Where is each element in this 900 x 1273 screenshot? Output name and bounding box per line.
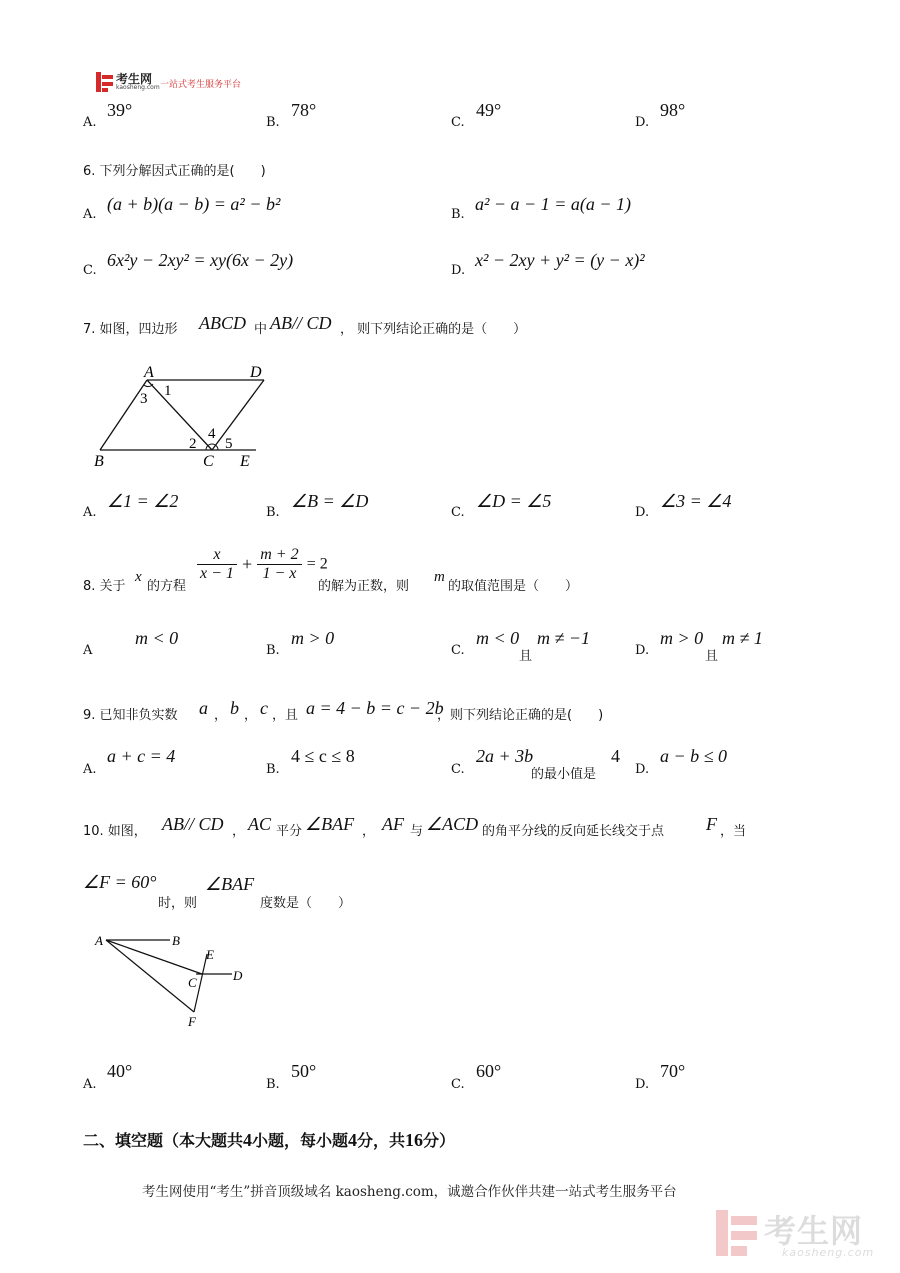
q9-option-d-text: a − b ≤ 0 (660, 746, 728, 766)
q8-option-a-label: A (83, 643, 93, 658)
q5-option-a-text: 39° (107, 100, 133, 120)
q8-equation (197, 546, 328, 583)
fig7-angle-5: 5 (225, 436, 233, 452)
q9-option-c-extra: 的最小值是 (531, 767, 597, 782)
q9-prefix: 9. 已知非负实数 (83, 708, 178, 723)
q10-c1: ， (232, 824, 246, 839)
q10-point-f: F (706, 814, 717, 834)
q7-option-b-label: B. (266, 505, 280, 520)
q10-figure (92, 928, 262, 1033)
fig7-label-a: A (144, 364, 154, 381)
fig10-label-f: F (188, 1014, 196, 1029)
section-2-t4: 分） (423, 1131, 456, 1150)
fig7-label-d: D (250, 364, 262, 381)
q10-c3: ， (362, 824, 376, 839)
q10-with: 与 (410, 824, 424, 839)
q10-tail: 度数是（ ） (260, 896, 352, 911)
q9-option-a-text: a + c = 4 (107, 746, 176, 766)
watermark (716, 1208, 886, 1263)
q10-ac: AC (248, 814, 272, 834)
q5-option-d-label: D. (635, 115, 650, 130)
section-2-t2: 小题，每小题 (252, 1131, 349, 1150)
q8-tail-1: 的解为正数，则 (318, 579, 410, 594)
q10-angle-acd: ∠ACD (426, 814, 479, 834)
q10-then: 时，则 (158, 896, 198, 911)
q8-mid: 的方程 (147, 579, 187, 594)
line-ac (147, 380, 212, 450)
q7-option-a-text: ∠1 = ∠2 (107, 491, 179, 511)
fig7-angle-1: 1 (164, 383, 172, 399)
q6-option-d-label: D. (451, 263, 466, 278)
q8-option-b-label: B. (266, 643, 280, 658)
q8-option-c-text: m < 0 (476, 628, 520, 648)
fig10-label-c: C (188, 975, 197, 990)
q8-option-a-text: m < 0 (135, 628, 179, 648)
fig7-angle-4: 4 (208, 426, 216, 442)
q10-bisects: 平分 (276, 824, 303, 839)
footer-text: 考生网使用“考生”拼音顶级域名 kaosheng.com，诚邀合作伙伴共建一站式考生服务平台 (142, 1184, 677, 1200)
q9-option-b-label: B. (266, 762, 280, 777)
kaosheng-logo-icon (96, 72, 114, 92)
section-2-t3: 分，共 (357, 1131, 406, 1150)
section-2-heading (83, 1128, 455, 1151)
q8-frac1-den: x − 1 (200, 565, 234, 582)
q9-option-c-text: 2a + 3b (476, 746, 534, 766)
q10-option-c-label: C. (451, 1077, 465, 1092)
q6-option-c-text: 6x²y − 2xy² = xy(6x − 2y) (107, 250, 294, 270)
q8-option-b-text: m > 0 (291, 628, 335, 648)
q7-mid: 中 (254, 322, 268, 337)
fig10-label-e: E (206, 947, 214, 962)
q8-var-m: m (434, 569, 445, 585)
fig10-label-a: A (95, 933, 103, 948)
q9-option-a-label: A. (83, 762, 97, 777)
q9-var-b: b (230, 698, 239, 718)
fig7-label-b: B (94, 453, 104, 470)
q9-option-b-text: 4 ≤ c ≤ 8 (291, 746, 355, 766)
q7-number: 7. 如图，四边形 (83, 322, 178, 337)
q10-option-a-text: 40° (107, 1061, 133, 1081)
q7-condition: AB// CD (270, 313, 332, 333)
q8-option-d-and: 且 (705, 649, 719, 664)
q8-option-d-text: m > 0 (660, 628, 704, 648)
q6-stem: 6. 下列分解因式正确的是( ) (83, 164, 266, 179)
logo-brand: 考生网 (116, 72, 153, 86)
q10-option-d-label: D. (635, 1077, 650, 1092)
q8-prefix: 8. 关于 (83, 579, 126, 594)
section-2-total: 16 (405, 1130, 424, 1150)
fig7-label-c: C (203, 453, 214, 470)
q10-angle-baf-2: ∠BAF (205, 874, 255, 894)
q8-option-c-label: C. (451, 643, 465, 658)
q7-quad: ABCD (199, 313, 246, 333)
q9-var-c: c (260, 698, 268, 718)
q9-sep-2: ， (244, 708, 258, 723)
q7-figure (92, 360, 272, 472)
q6-option-c-label: C. (83, 263, 97, 278)
q9-sep-1: ， (214, 708, 228, 723)
q8-option-d-text2: m ≠ 1 (722, 628, 763, 648)
q7-option-c-label: C. (451, 505, 465, 520)
fig7-label-e: E (240, 453, 250, 470)
q10-af: AF (382, 814, 404, 834)
q8-tail-2: 的取值范围是（ ） (448, 579, 579, 594)
q8-option-c-text2: m ≠ −1 (537, 628, 591, 648)
q10-number: 10. 如图， (83, 824, 147, 839)
q7-option-c-text: ∠D = ∠5 (476, 491, 552, 511)
q6-option-d-text: x² − 2xy + y² = (y − x)² (475, 250, 645, 270)
q7-option-d-text: ∠3 = ∠4 (660, 491, 732, 511)
q10-option-d-text: 70° (660, 1061, 686, 1081)
q9-tail: ，则下列结论正确的是( ) (437, 708, 604, 723)
q10-when: ，当 (720, 824, 747, 839)
q6-option-a-text: (a + b)(a − b) = a² − b² (107, 194, 281, 214)
watermark-domain: kaosheng.com (782, 1246, 875, 1259)
q8-frac1-num: x (197, 546, 237, 565)
watermark-logo-icon (716, 1210, 758, 1256)
q5-option-b-text: 78° (291, 100, 317, 120)
q9-option-d-label: D. (635, 762, 650, 777)
q8-equals: = 2 (306, 555, 328, 573)
q7-option-b-text: ∠B = ∠D (291, 491, 369, 511)
q8-frac2-num: m + 2 (257, 546, 301, 565)
watermark-brand: 考生网 (764, 1212, 864, 1250)
line-af (106, 940, 194, 1012)
line-ac (106, 940, 202, 974)
q9-condition: a = 4 − b = c − 2b (306, 698, 444, 718)
q5-option-a-label: A. (83, 115, 97, 130)
logo-slogan: 一站式考生服务平台 (160, 80, 242, 90)
fig7-angle-3: 3 (140, 391, 148, 407)
q6-option-b-text: a² − a − 1 = a(a − 1) (475, 194, 631, 214)
section-2-count: 4 (243, 1130, 253, 1150)
logo-domain: kaosheng.com (116, 84, 160, 91)
fig10-label-b: B (172, 933, 180, 948)
q10-option-b-label: B. (266, 1077, 280, 1092)
q8-plus: + (242, 554, 253, 574)
q10-ab-cd: AB// CD (162, 814, 224, 834)
q8-var-x: x (135, 569, 142, 585)
q7-option-a-label: A. (83, 505, 97, 520)
q8-option-c-and: 且 (519, 649, 533, 664)
q10-bisector-text: 的角平分线的反向延长线交于点 (482, 824, 665, 839)
q9-var-a: a (199, 698, 208, 718)
q10-option-b-text: 50° (291, 1061, 317, 1081)
section-2-points-each: 4 (348, 1130, 358, 1150)
fig10-label-d: D (233, 968, 243, 983)
section-2-title: 二、填空题（本大题共 (83, 1131, 244, 1150)
q5-option-d-text: 98° (660, 100, 686, 120)
q8-fraction-2 (257, 546, 301, 583)
q7-option-d-label: D. (635, 505, 650, 520)
q7-tail: ， 则下列结论正确的是（ ） (340, 322, 527, 337)
q10-option-a-label: A. (83, 1077, 97, 1092)
q10-angle-f: ∠F = 60° (83, 872, 157, 892)
q6-option-a-label: A. (83, 207, 97, 222)
q8-fraction-1 (197, 546, 237, 583)
q10-angle-baf: ∠BAF (305, 814, 355, 834)
line-cd (212, 380, 264, 450)
q9-option-c-value: 4 (611, 746, 620, 766)
q9-and: ，且 (272, 708, 299, 723)
q9-option-c-label: C. (451, 762, 465, 777)
q5-option-c-text: 49° (476, 100, 502, 120)
q5-option-b-label: B. (266, 115, 280, 130)
q8-frac2-den: 1 − x (262, 565, 297, 582)
fig7-angle-2: 2 (189, 436, 197, 452)
q10-option-c-text: 60° (476, 1061, 502, 1081)
q5-option-c-label: C. (451, 115, 465, 130)
q6-option-b-label: B. (451, 207, 465, 222)
q8-option-d-label: D. (635, 643, 650, 658)
